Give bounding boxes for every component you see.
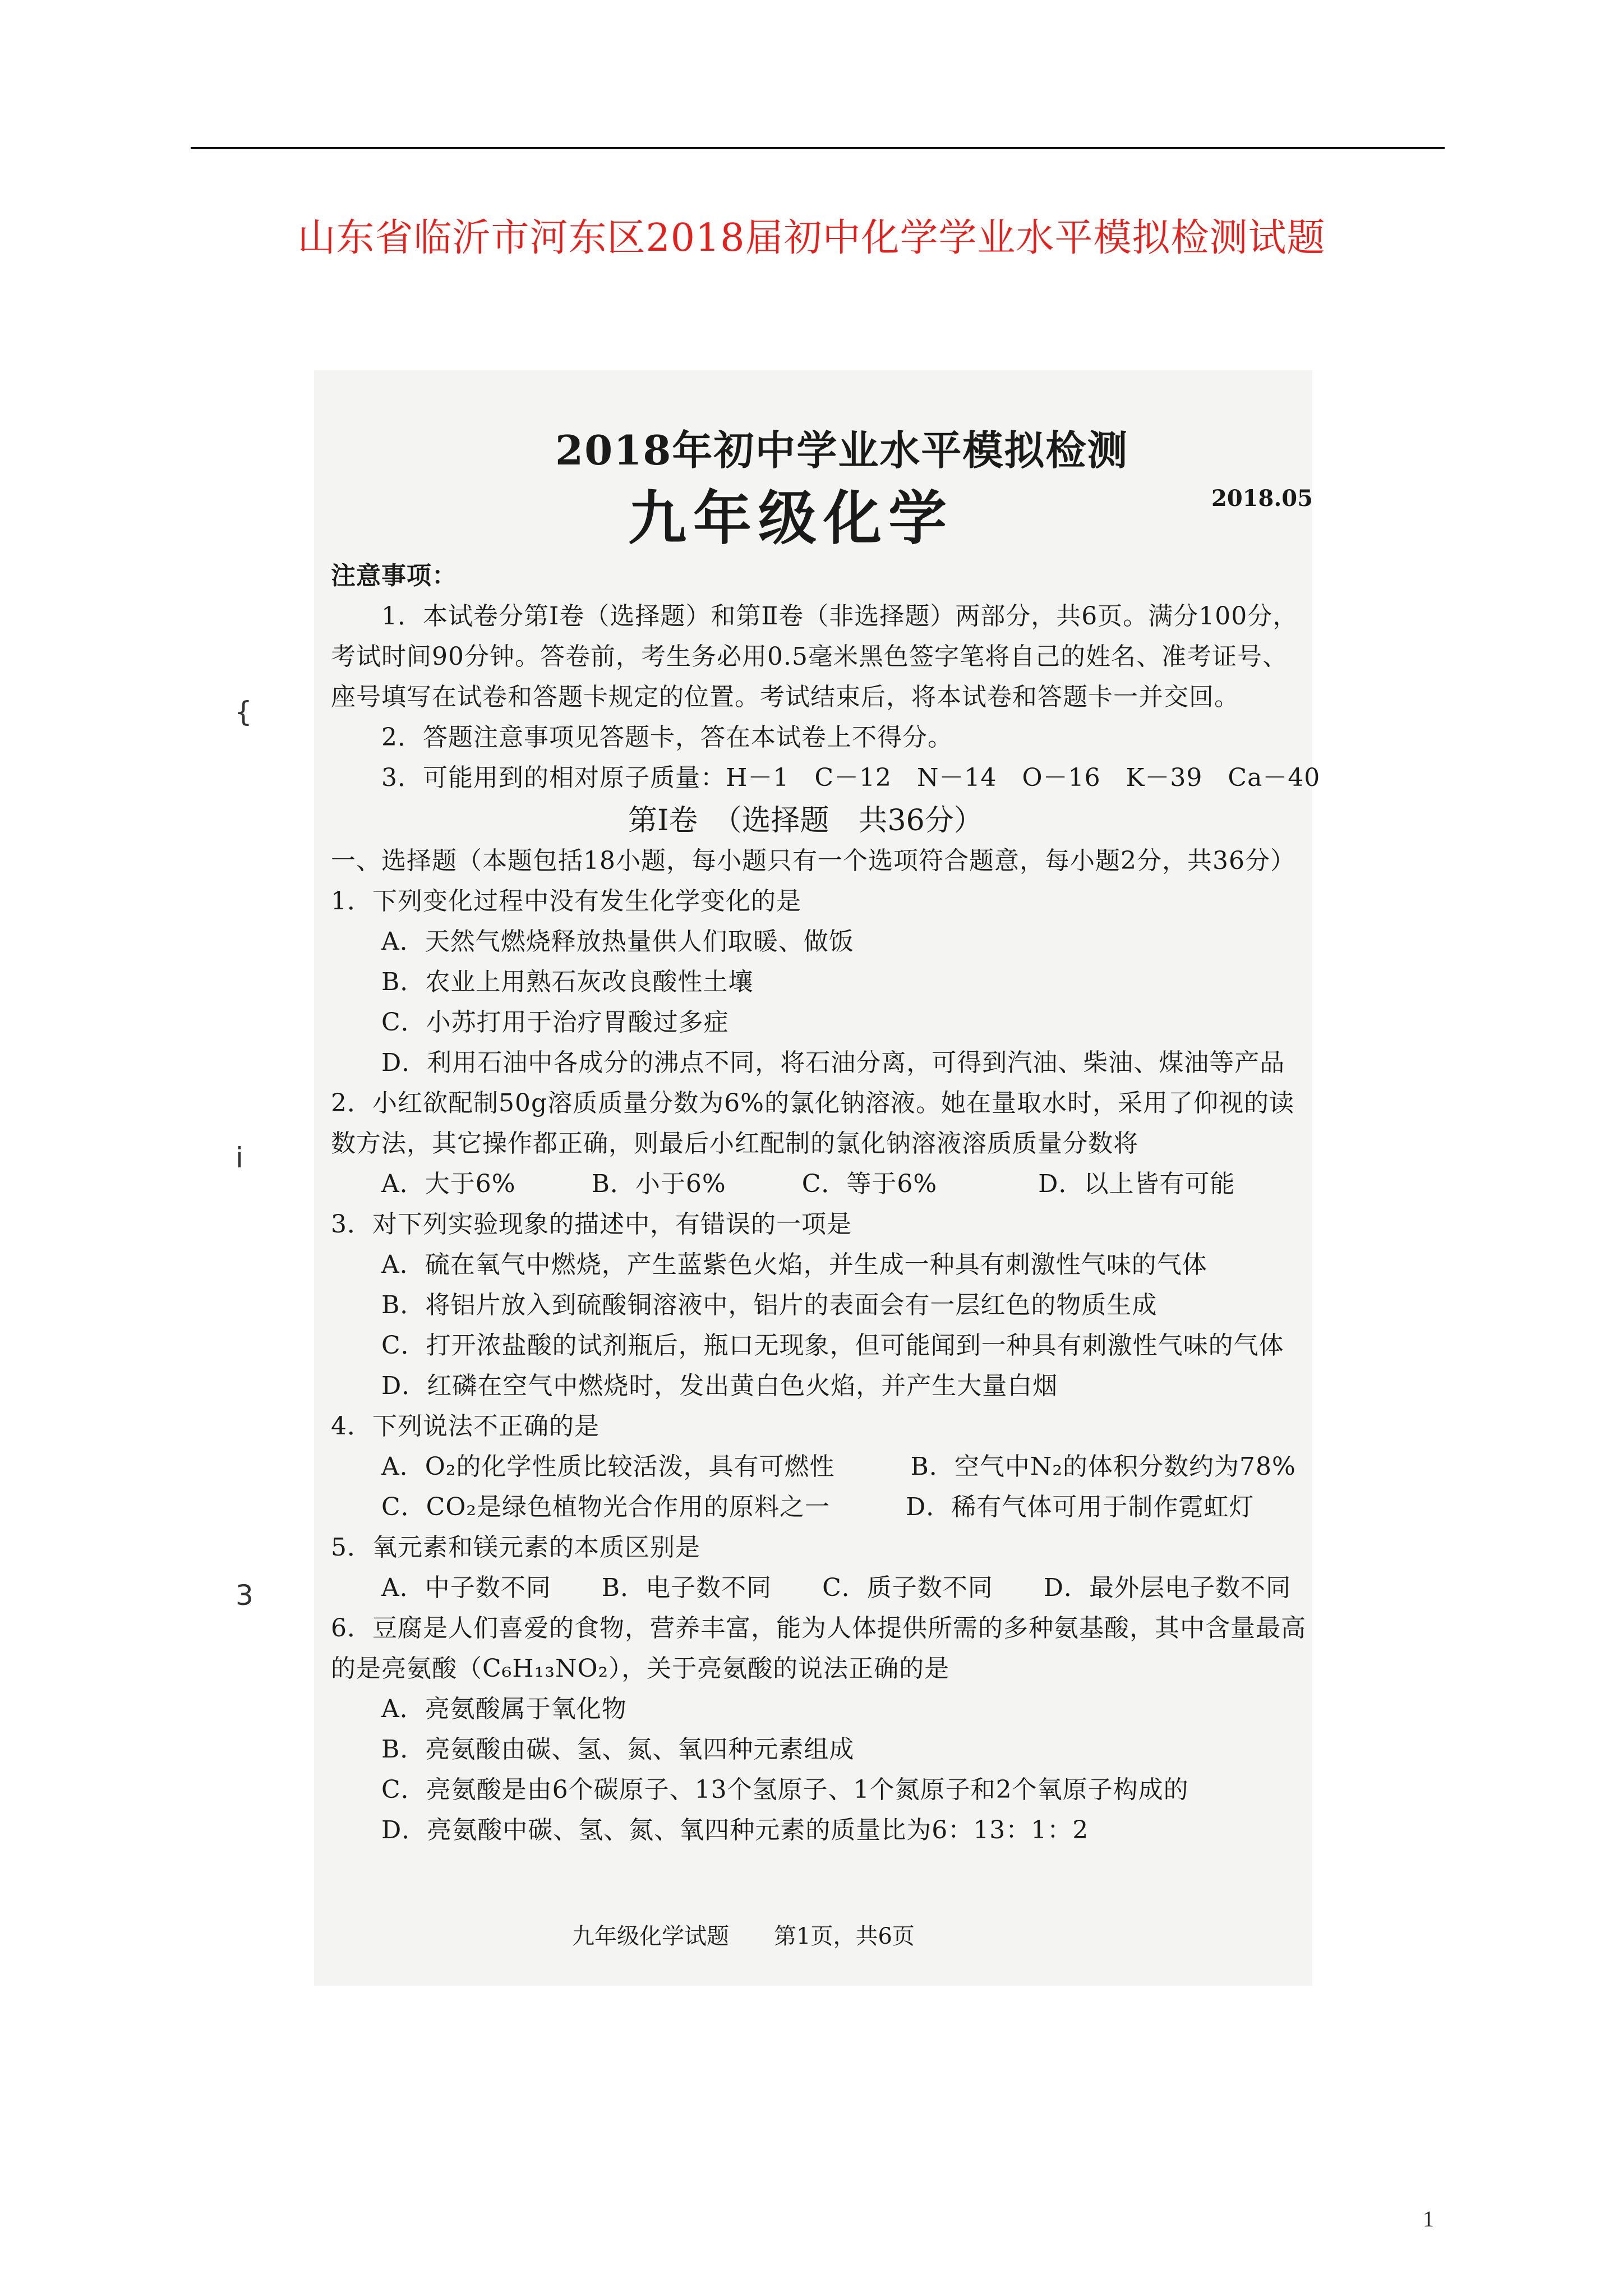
- exam-subtitle: 九年级化学: [628, 484, 954, 553]
- question-stem: 数方法，其它操作都正确，则最后小红配制的氯化钠溶液溶质质量分数将: [331, 1129, 1138, 1158]
- section-title: 第Ⅰ卷 （选择题 共36分）: [628, 804, 983, 838]
- answer-option: D．亮氨酸中碳、氢、氮、氧四种元素的质量比为6：13：1：2: [381, 1816, 1089, 1844]
- answer-option: D．利用石油中各成分的沸点不同，将石油分离，可得到汽油、柴油、煤油等产品: [381, 1048, 1285, 1077]
- answer-option: C．亮氨酸是由6个碳原子、13个氢原子、1个氮原子和2个氧原子构成的: [381, 1775, 1189, 1804]
- page-number: 1: [1423, 2206, 1434, 2231]
- section-instructions: 一、选择题（本题包括18小题，每小题只有一个选项符合题意，每小题2分，共36分）: [331, 846, 1295, 875]
- header-rule: [191, 147, 1445, 149]
- answer-options-row: A．O₂的化学性质比较活泼，具有可燃性 B．空气中N₂的体积分数约为78%: [381, 1452, 1296, 1481]
- margin-mark: {: [234, 696, 252, 728]
- answer-options-row: A．中子数不同 B．电子数不同 C．质子数不同 D．最外层电子数不同: [381, 1573, 1292, 1602]
- answer-option: D．红磷在空气中燃烧时，发出黄白色火焰，并产生大量白烟: [381, 1372, 1058, 1400]
- notice-line: 1．本试卷分第Ⅰ卷（选择题）和第Ⅱ卷（非选择题）两部分，共6页。满分100分，: [381, 602, 1298, 631]
- question-stem: 5．氧元素和镁元素的本质区别是: [331, 1533, 700, 1562]
- answer-options-row: C．CO₂是绿色植物光合作用的原料之一 D．稀有气体可用于制作霓虹灯: [381, 1493, 1255, 1521]
- notice-heading: 注意事项：: [331, 562, 457, 590]
- answer-option: B．农业上用熟石灰改良酸性土壤: [381, 968, 754, 996]
- question-stem: 2．小红欲配制50g溶质质量分数为6%的氯化钠溶液。她在量取水时，采用了仰视的读: [331, 1089, 1294, 1117]
- question-stem: 6．豆腐是人们喜爱的食物，营养丰富，能为人体提供所需的多种氨基酸，其中含量最高: [331, 1614, 1306, 1642]
- exam-date: 2018.05: [1211, 485, 1313, 512]
- notice-line: 2．答题注意事项见答题卡，答在本试卷上不得分。: [381, 723, 953, 752]
- answer-options-row: A．大于6% B．小于6% C．等于6% D．以上皆有可能: [381, 1170, 1235, 1198]
- answer-option: A．硫在氧气中燃烧，产生蓝紫色火焰，并生成一种具有刺激性气味的气体: [381, 1250, 1207, 1279]
- notice-line: 座号填写在试卷和答题卡规定的位置。考试结束后，将本试卷和答题卡一并交回。: [331, 683, 1239, 711]
- exam-footer: 九年级化学试题 第1页，共6页: [572, 1924, 915, 1949]
- exam-title: 2018年初中学业水平模拟检测: [555, 426, 1129, 474]
- margin-mark: 3: [236, 1579, 253, 1612]
- question-stem: 1．下列变化过程中没有发生化学变化的是: [331, 887, 801, 915]
- margin-mark: i: [236, 1142, 243, 1174]
- answer-option: B．将铝片放入到硫酸铜溶液中，铝片的表面会有一层红色的物质生成: [381, 1291, 1158, 1319]
- question-stem: 3．对下列实验现象的描述中，有错误的一项是: [331, 1210, 852, 1239]
- scanned-exam-page: [314, 370, 1321, 1986]
- document-title: 山东省临沂市河东区2018届初中化学学业水平模拟检测试题: [297, 216, 1326, 260]
- answer-option: A．亮氨酸属于氧化物: [381, 1695, 627, 1723]
- notice-line: 3．可能用到的相对原子质量：H－1 C－12 N－14 O－16 K－39 Ca－40: [381, 763, 1321, 792]
- question-stem: 的是亮氨酸（C₆H₁₃NO₂），关于亮氨酸的说法正确的是: [331, 1654, 950, 1683]
- answer-option: C．小苏打用于治疗胃酸过多症: [381, 1008, 729, 1037]
- question-stem: 4．下列说法不正确的是: [331, 1412, 600, 1441]
- answer-option: A．天然气燃烧释放热量供人们取暖、做饭: [381, 927, 854, 956]
- notice-line: 考试时间90分钟。答卷前，考生务必用0.5毫米黑色签字笔将自己的姓名、准考证号、: [331, 642, 1288, 671]
- answer-option: C．打开浓盐酸的试剂瓶后，瓶口无现象，但可能闻到一种具有刺激性气味的气体: [381, 1331, 1284, 1360]
- answer-option: B．亮氨酸由碳、氢、氮、氧四种元素组成: [381, 1735, 855, 1764]
